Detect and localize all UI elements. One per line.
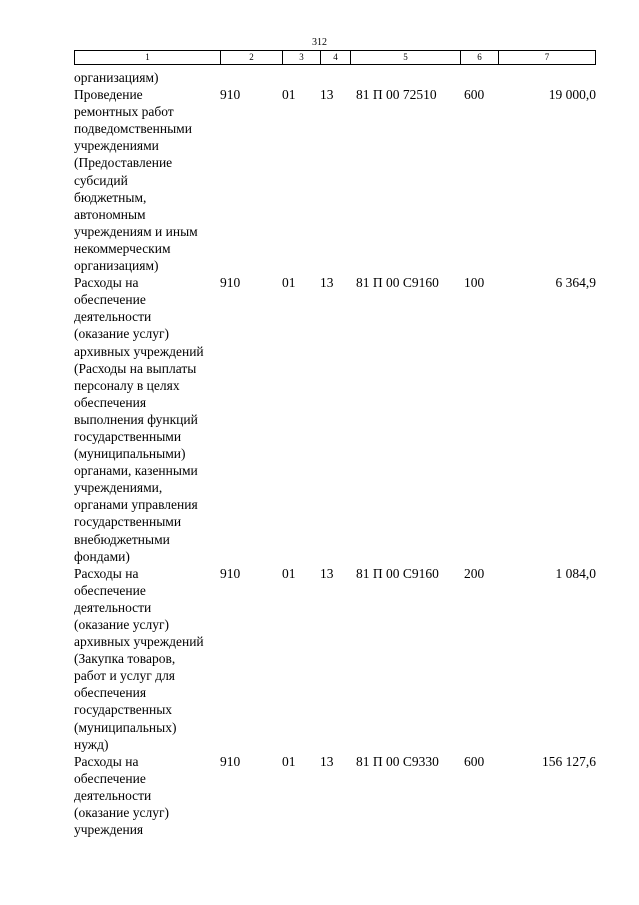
row-section-code: 01 [282, 753, 296, 769]
row-section-code: 01 [282, 87, 296, 103]
page-number: 312 [312, 37, 327, 48]
row-article-code: 81 П 00 С9160 [356, 565, 439, 581]
table-row [74, 274, 596, 565]
row-ministry-code: 910 [220, 753, 241, 769]
row-ministry-code: 910 [220, 87, 241, 103]
column-header-3: 3 [283, 51, 321, 64]
column-number-header [74, 50, 596, 65]
continuation-text: организациям) [74, 70, 159, 85]
row-ministry-code: 910 [220, 565, 241, 581]
column-header-5: 5 [351, 51, 461, 64]
row-subsection-code: 13 [320, 87, 334, 103]
row-expense-type: 200 [464, 565, 485, 581]
row-subsection-code: 13 [320, 753, 334, 769]
column-header-1: 1 [75, 51, 221, 64]
column-header-7: 7 [544, 52, 550, 62]
row-expense-type: 600 [464, 87, 485, 103]
row-description: Расходы на обеспечение деятельности (оказание услуг) архивных учреждений (Закупка товаров, работ и услуг для обеспечения государственных (муниципальных) нужд) [74, 565, 204, 752]
row-expense-type: 600 [464, 753, 485, 769]
row-description: Расходы на обеспечение деятельности (оказание услуг) учреждения [74, 753, 169, 838]
row-amount: 19 000,0 [548, 87, 596, 103]
row-article-code: 81 П 00 С9330 [356, 753, 439, 769]
continuation-row [74, 69, 596, 86]
table-row [74, 565, 596, 753]
row-article-code: 81 П 00 С9160 [356, 275, 439, 291]
row-description: Расходы на обеспечение деятельности (оказание услуг) архивных учреждений (Расходы на выплаты персоналу в целях обеспечения выполнения функций государственными (муниципальными) органами, казенными учреждениями, органами управления государственными внебюджетными фондами) [74, 275, 204, 564]
row-subsection-code: 13 [320, 565, 334, 581]
row-amount: 1 084,0 [555, 565, 596, 581]
column-header-4: 4 [321, 51, 351, 64]
row-amount: 6 364,9 [555, 275, 596, 291]
row-description: Проведение ремонтных работ подведомственными учреждениями (Предоставление субсидий бюджетным, автономным учреждениям и иным некоммерческим организациям) [74, 87, 198, 274]
budget-table-body [74, 69, 596, 838]
row-section-code: 01 [282, 565, 296, 581]
row-amount: 156 127,6 [542, 753, 596, 769]
row-subsection-code: 13 [320, 275, 334, 291]
table-row [74, 753, 596, 838]
row-article-code: 81 П 00 72510 [356, 87, 437, 103]
table-row [74, 86, 596, 274]
column-header-6: 6 [461, 51, 499, 64]
row-section-code: 01 [282, 275, 296, 291]
row-ministry-code: 910 [220, 275, 241, 291]
row-expense-type: 100 [464, 275, 485, 291]
column-header-2: 2 [221, 51, 283, 64]
